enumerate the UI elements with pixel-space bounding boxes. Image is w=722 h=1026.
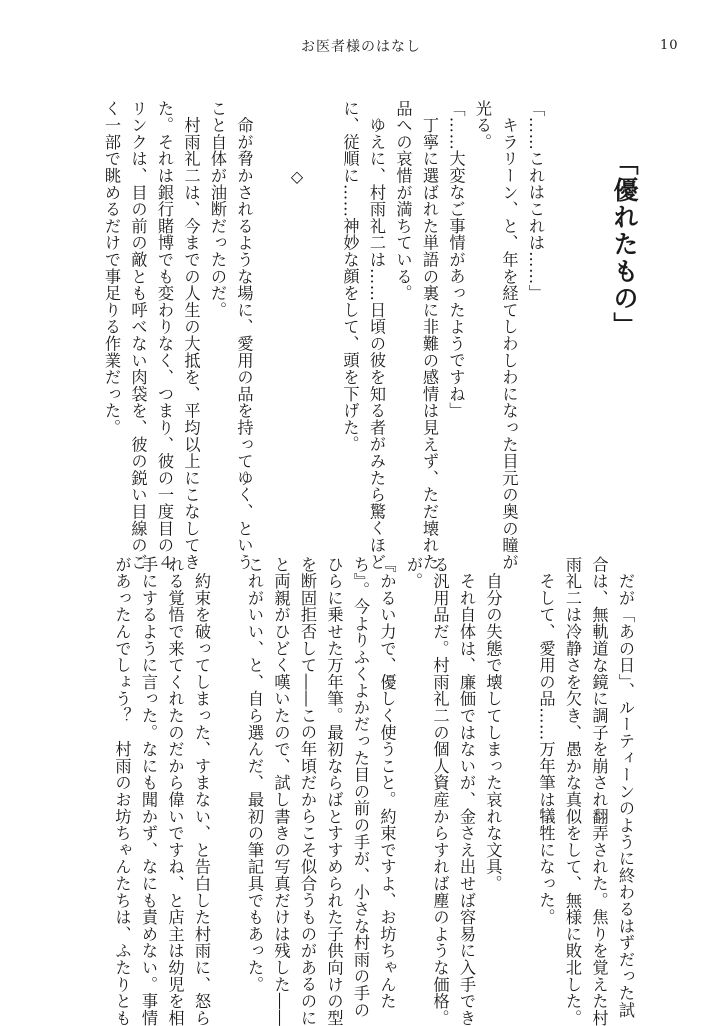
text-line: が。 (404, 556, 423, 590)
text-line: 雨礼二は冷静さを欠き、愚かな真似をして、無様に敗北した。 (563, 556, 582, 1026)
text-line: こと自体が油断だったのだ。 (208, 100, 227, 319)
text-line: 自分の失態で壊してしまった哀れな文具。 (483, 556, 503, 892)
text-line: 光る。 (473, 100, 492, 151)
text-line: これがいい、と、自ら選んだ、最初の筆記具でもあった。 (245, 556, 264, 993)
text-line: があったんでしょう？ 村雨のお坊ちゃんたちは、ふたりとも (112, 556, 132, 1026)
text-block-top (102, 100, 548, 571)
text-line: 約束を破ってしまった、すまない、と告白した村雨に、怒ら (192, 556, 211, 1026)
text-line: く一部で眺めるだけで事足りる作業だった。 (102, 100, 121, 436)
text-line: それ自体は、廉価ではないが、金さえ出せば容易に入手でき (457, 556, 476, 1026)
text-line: ひらに乗せた万年筆。最初ならばとすすめられた子供向けの型 (324, 556, 344, 1026)
text-line: 村雨礼二は、今までの人生の大抵を、平均以上にこなしてき (181, 100, 201, 571)
running-header-title: お医者様のはなし (301, 39, 421, 55)
text-line: た。それは銀行賭博でも変わりなく、つまり、彼の一度目の４ (155, 100, 174, 571)
text-line: リンクは、目の前の敵とも呼べない肉袋を、彼の鋭い目線のご (128, 100, 148, 571)
text-line: 品への哀惜が満ちている。 (393, 100, 413, 302)
text-line: を断固拒否して――この年頃だからこそ似合うものがあるのに (298, 556, 317, 1026)
text-line: 合は、無軌道な鏡に調子を崩され翻弄された。焦りを覚えた村 (589, 556, 609, 1026)
text-block-bottom (112, 556, 638, 1026)
text-line (257, 100, 284, 530)
text-line (506, 556, 533, 986)
text-line: 手にするように言った。なにも聞かず、なにも責めない。事情 (139, 556, 158, 1026)
chapter-title: 「優れたもの」 (610, 150, 639, 339)
text-line: キラリーン、と、年を経てしわしわになった目元の奥の瞳が (499, 100, 519, 571)
text-line: に、従順に……神妙な顔をして、頭を下げた。 (340, 100, 360, 453)
text-line: と両親がひどく嘆いたので、試し書きの写真だけは残した―― (271, 556, 291, 1026)
text-line: ち』。今よりふくよかだった目の前の手が、小さな村雨の手の (351, 556, 370, 1019)
text-line: だが「あの日」、ルーティーンのように終わるはずだった試 (616, 556, 635, 1019)
text-line: そして、愛用の品……万年筆は犠牲になった。 (536, 556, 556, 926)
text-line: ゆえに、村雨礼二は……日頃の彼を知る者がみたら驚くほど (367, 100, 386, 571)
text-line: 『かるい力で、優しく使うこと。約束ですよ、お坊ちゃんた (377, 556, 397, 1010)
text-line: る汎用品だ。村雨礼二の個人資産からすれば塵のような価格。 (430, 556, 450, 1026)
page-number: 10 (660, 38, 679, 53)
text-line: 命が脅かされるような場に、愛用の品を持ってゆく、という (234, 100, 254, 571)
text-line: 「……これはこれは……」 (526, 100, 545, 302)
text-line: れる覚悟で来てくれたのだから偉いですね、と店主は幼児を相 (165, 556, 185, 1026)
scene-break-diamond: ◇ (287, 100, 307, 187)
text-line (214, 556, 241, 986)
text-line: 丁寧に選ばれた単語の裏に非難の感情は見えず、ただ壊れた (420, 100, 439, 571)
text-line (310, 100, 337, 530)
text-line: 「……大変なご事情があったようですね」 (446, 100, 466, 420)
